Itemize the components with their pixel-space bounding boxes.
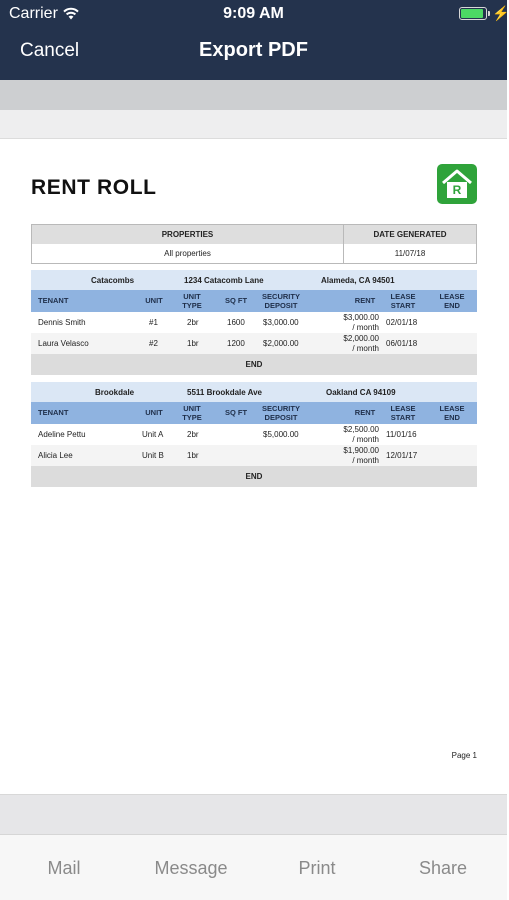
mail-button[interactable]: Mail [47, 858, 81, 878]
cell-unit: Unit B [142, 451, 164, 460]
cell-lease-start: 12/01/17 [386, 451, 418, 460]
status-bar [0, 0, 507, 28]
cell-tenant: Adeline Pettu [38, 430, 86, 439]
tenant-row [31, 445, 477, 466]
col-deposit: SECURITY DEPOSIT [262, 404, 300, 422]
cell-unit-type: 2br [187, 430, 199, 439]
preview-sub-band [0, 110, 507, 139]
property-address: 1234 Catacomb Lane [184, 276, 264, 285]
meta-header-date: DATE GENERATED [344, 225, 476, 244]
col-unit: UNIT [145, 296, 163, 305]
message-button[interactable]: Message [154, 858, 228, 878]
meta-table [31, 224, 477, 264]
col-unit-type: UNIT TYPE [182, 404, 202, 422]
cell-tenant: Dennis Smith [38, 318, 86, 327]
property-name: Brookdale [95, 388, 135, 397]
col-deposit: SECURITY DEPOSIT [262, 292, 300, 310]
tenant-row [31, 312, 477, 333]
tenant-row [31, 333, 477, 354]
carrier-label: Carrier [9, 5, 58, 22]
cell-unit: #2 [149, 339, 158, 348]
preview-bottom-band [0, 794, 507, 834]
cell-deposit: $2,000.00 [263, 339, 299, 348]
property-city: Oakland CA 94109 [326, 388, 396, 397]
col-sqft: SQ FT [224, 408, 248, 417]
col-lease-end: LEASE END [439, 404, 465, 422]
preview-top-band [0, 80, 507, 110]
cell-sqft: 1200 [227, 339, 245, 348]
col-unit-type: UNIT TYPE [182, 292, 202, 310]
document-title: RENT ROLL [31, 176, 157, 199]
col-rent: RENT [354, 296, 376, 305]
battery-tip [488, 11, 490, 16]
nav-title: Export PDF [199, 39, 308, 61]
cancel-button[interactable]: Cancel [20, 40, 80, 61]
rentroll-logo-icon [437, 164, 477, 204]
meta-value-properties: All properties [32, 244, 344, 263]
cell-lease-start: 06/01/18 [386, 339, 418, 348]
pdf-page-preview[interactable] [0, 140, 507, 794]
logo-letter: R [452, 183, 462, 197]
cell-rent: $2,000.00 / month [343, 334, 379, 353]
meta-header-properties: PROPERTIES [32, 225, 344, 244]
cell-rent: $2,500.00 / month [343, 425, 379, 444]
section-end-row: END [31, 354, 477, 375]
property-name: Catacombs [91, 276, 135, 285]
cell-deposit: $3,000.00 [263, 318, 299, 327]
cell-rent: $3,000.00 / month [343, 313, 379, 332]
col-lease-start: LEASE START [390, 292, 416, 310]
cell-sqft: 1600 [227, 318, 245, 327]
print-button[interactable]: Print [298, 858, 336, 878]
column-header-row [31, 290, 477, 312]
tenant-row [31, 424, 477, 445]
nav-header [0, 0, 507, 80]
share-button[interactable]: Share [418, 858, 468, 878]
col-lease-start: LEASE START [390, 404, 416, 422]
property-address: 5511 Brookdale Ave [187, 388, 263, 397]
share-toolbar [0, 834, 507, 900]
section-end-row: END [31, 466, 477, 487]
col-rent: RENT [354, 408, 376, 417]
cell-unit-type: 2br [187, 318, 199, 327]
meta-value-date: 11/07/18 [394, 249, 426, 258]
page-number: Page 1 [451, 751, 477, 760]
cell-unit-type: 1br [187, 451, 199, 460]
column-header-row [31, 402, 477, 424]
cell-deposit: $5,000.00 [263, 430, 299, 439]
cell-unit: #1 [149, 318, 158, 327]
battery-icon [459, 7, 487, 20]
col-sqft: SQ FT [224, 296, 248, 305]
cell-lease-start: 11/01/16 [386, 430, 417, 439]
cell-lease-start: 02/01/18 [386, 318, 418, 327]
battery-level-fill [461, 9, 483, 18]
col-tenant: TENANT [38, 296, 69, 305]
property-header [31, 382, 477, 402]
cell-tenant: Alicia Lee [38, 451, 73, 460]
property-header [31, 270, 477, 290]
cell-tenant: Laura Velasco [38, 339, 89, 348]
status-time: 9:09 AM [223, 5, 284, 22]
col-unit: UNIT [145, 408, 163, 417]
cell-unit-type: 1br [187, 339, 199, 348]
property-section [31, 382, 477, 487]
cell-unit: Unit A [142, 430, 164, 439]
col-lease-end: LEASE END [439, 292, 465, 310]
property-section [31, 270, 477, 375]
cell-rent: $1,900.00 / month [343, 446, 379, 465]
charging-icon: ⚡ [492, 5, 509, 21]
property-city: Alameda, CA 94501 [321, 276, 395, 285]
col-tenant: TENANT [38, 408, 69, 417]
